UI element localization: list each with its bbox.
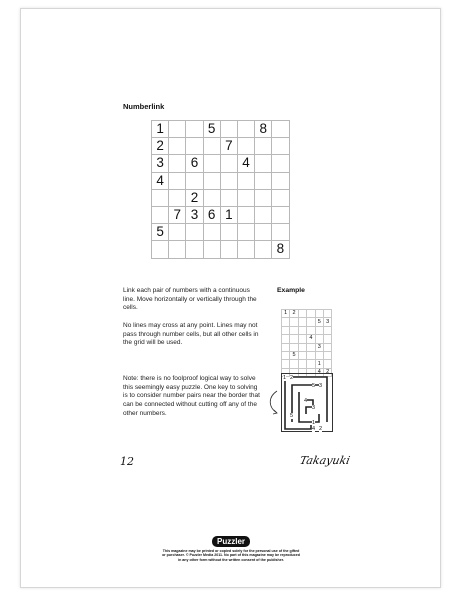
- solution-number: 4: [304, 398, 308, 404]
- author-signature: Takayuki: [298, 454, 352, 467]
- puzzle-title: Numberlink: [123, 102, 165, 111]
- example-cell: [298, 310, 306, 318]
- example-cell: [307, 318, 315, 326]
- grid-cell: 2: [186, 189, 203, 206]
- example-cell: [282, 318, 290, 326]
- grid-cell: [169, 138, 186, 155]
- example-cell: [315, 351, 323, 359]
- solution-number: 3: [319, 383, 323, 389]
- grid-cell: 5: [152, 224, 169, 241]
- grid-cell: [220, 241, 237, 258]
- grid-cell: [220, 172, 237, 189]
- grid-cell: [186, 138, 203, 155]
- grid-table: [151, 120, 290, 259]
- grid-cell: 5: [203, 121, 220, 138]
- curved-arrow-icon: [266, 389, 280, 415]
- solution-number: 4: [312, 426, 316, 432]
- example-label: Example: [277, 287, 305, 294]
- grid-cell: [255, 241, 272, 258]
- example-cell: [307, 343, 315, 351]
- grid-cell: [169, 121, 186, 138]
- grid-cell: [220, 189, 237, 206]
- grid-row: [282, 343, 332, 351]
- example-cell: [307, 326, 315, 334]
- grid-cell: [203, 189, 220, 206]
- example-cell: [282, 351, 290, 359]
- example-cell: 3: [315, 343, 323, 351]
- grid-cell: [272, 224, 289, 241]
- grid-cell: [203, 224, 220, 241]
- grid-cell: [237, 224, 254, 241]
- example-cell: [298, 335, 306, 343]
- grid-cell: 2: [152, 138, 169, 155]
- grid-row: [152, 206, 290, 223]
- solution-number: 5: [290, 413, 294, 419]
- grid-row: [152, 172, 290, 189]
- grid-cell: [186, 172, 203, 189]
- grid-cell: 4: [152, 172, 169, 189]
- grid-row: [152, 189, 290, 206]
- grid-cell: [272, 172, 289, 189]
- grid-cell: [186, 224, 203, 241]
- example-cell: [307, 360, 315, 368]
- grid-cell: [255, 224, 272, 241]
- grid-cell: 1: [152, 121, 169, 138]
- grid-cell: 7: [220, 138, 237, 155]
- example-cell: 1: [282, 310, 290, 318]
- example-cell: 4: [315, 368, 323, 376]
- example-cell: 5: [315, 318, 323, 326]
- grid-cell: [237, 121, 254, 138]
- page-number: 12: [120, 455, 134, 468]
- publisher-logo: Puzzler: [212, 536, 250, 547]
- grid-row: [282, 310, 332, 318]
- grid-cell: [203, 241, 220, 258]
- example-cell: [290, 360, 298, 368]
- example-cell: 4: [307, 335, 315, 343]
- example-cell: 2: [323, 368, 331, 376]
- example-cell: [323, 343, 331, 351]
- example-cell: [290, 326, 298, 334]
- instruction-constraints: No lines may cross at any point. Lines may not pass through number cells, but all other cells in the grid will be used.: [123, 322, 259, 347]
- solution-number: 5: [312, 383, 316, 389]
- grid-cell: [237, 172, 254, 189]
- example-cell: [290, 318, 298, 326]
- example-cell: [298, 343, 306, 351]
- grid-cell: [203, 172, 220, 189]
- solution-number: 3: [312, 405, 316, 411]
- solution-number: 1: [283, 375, 287, 381]
- instruction-rules: Link each pair of numbers with a continuous line. Move horizontally or vertically through the cells.: [123, 287, 257, 312]
- solution-number: 1: [312, 420, 316, 426]
- example-cell: [315, 310, 323, 318]
- example-cell: [298, 318, 306, 326]
- grid-cell: 6: [203, 206, 220, 223]
- grid-cell: [237, 138, 254, 155]
- example-cell: [323, 326, 331, 334]
- example-cell: [298, 326, 306, 334]
- grid-cell: [272, 121, 289, 138]
- solution-number: 2: [290, 375, 294, 381]
- numberlink-grid: [151, 120, 290, 259]
- example-cell: [298, 360, 306, 368]
- grid-cell: [203, 155, 220, 172]
- example-cell: 3: [323, 318, 331, 326]
- grid-cell: 4: [237, 155, 254, 172]
- grid-cell: [152, 206, 169, 223]
- grid-row: [152, 241, 290, 258]
- solution-paths: [281, 373, 334, 433]
- grid-row: [152, 138, 290, 155]
- example-cell: [298, 351, 306, 359]
- grid-cell: 7: [169, 206, 186, 223]
- example-solution-grid: [281, 373, 334, 433]
- grid-cell: [220, 155, 237, 172]
- grid-cell: [255, 155, 272, 172]
- grid-cell: 8: [272, 241, 289, 258]
- example-cell: [307, 351, 315, 359]
- grid-cell: [272, 189, 289, 206]
- grid-cell: [255, 189, 272, 206]
- example-cell: [282, 335, 290, 343]
- grid-cell: [152, 189, 169, 206]
- grid-cell: [272, 138, 289, 155]
- grid-row: [152, 155, 290, 172]
- grid-cell: 6: [186, 155, 203, 172]
- grid-cell: [169, 155, 186, 172]
- grid-cell: 3: [152, 155, 169, 172]
- example-cell: [323, 310, 331, 318]
- grid-cell: [237, 206, 254, 223]
- grid-cell: [169, 224, 186, 241]
- example-cell: [315, 326, 323, 334]
- example-cell: [282, 360, 290, 368]
- example-grid: [281, 309, 332, 377]
- example-cell: 1: [315, 360, 323, 368]
- grid-cell: [169, 189, 186, 206]
- grid-row: [282, 351, 332, 359]
- grid-row: [282, 335, 332, 343]
- grid-row: [282, 360, 332, 368]
- example-cell: [282, 343, 290, 351]
- grid-cell: [220, 224, 237, 241]
- grid-cell: [203, 138, 220, 155]
- copyright-footer: This magazine may be printed or copied solely for the personal use of the gifted or purchaser. © Puzzler Media 2011. No part of this magazine may be reproduced in any other form without the written consent of the publisher.: [162, 549, 300, 562]
- instruction-hint: Note: there is no foolproof logical way to solve this seemingly easy puzzle. One key to solving is to consider number pairs near the border that can be connected without cutting off any of the other numbers.: [123, 375, 260, 417]
- solution-number: 2: [319, 426, 323, 432]
- grid-row: [152, 224, 290, 241]
- example-cell: [290, 343, 298, 351]
- example-cell: [307, 310, 315, 318]
- example-cell: [282, 326, 290, 334]
- grid-cell: 8: [255, 121, 272, 138]
- grid-cell: [255, 172, 272, 189]
- grid-row: [152, 121, 290, 138]
- grid-row: [282, 318, 332, 326]
- grid-cell: [237, 241, 254, 258]
- example-cell: 2: [290, 310, 298, 318]
- example-cell: [323, 351, 331, 359]
- grid-cell: [255, 138, 272, 155]
- grid-cell: [272, 155, 289, 172]
- example-cell: [315, 335, 323, 343]
- grid-cell: 1: [220, 206, 237, 223]
- example-grid-table: [281, 309, 332, 377]
- grid-cell: [169, 241, 186, 258]
- grid-cell: [186, 241, 203, 258]
- grid-row: [282, 326, 332, 334]
- example-cell: 5: [290, 351, 298, 359]
- grid-cell: [237, 189, 254, 206]
- grid-cell: 3: [186, 206, 203, 223]
- grid-cell: [186, 121, 203, 138]
- grid-cell: [220, 121, 237, 138]
- grid-cell: [255, 206, 272, 223]
- example-cell: [290, 335, 298, 343]
- example-cell: [323, 335, 331, 343]
- example-cell: [323, 360, 331, 368]
- grid-cell: [169, 172, 186, 189]
- grid-cell: [272, 206, 289, 223]
- grid-cell: [152, 241, 169, 258]
